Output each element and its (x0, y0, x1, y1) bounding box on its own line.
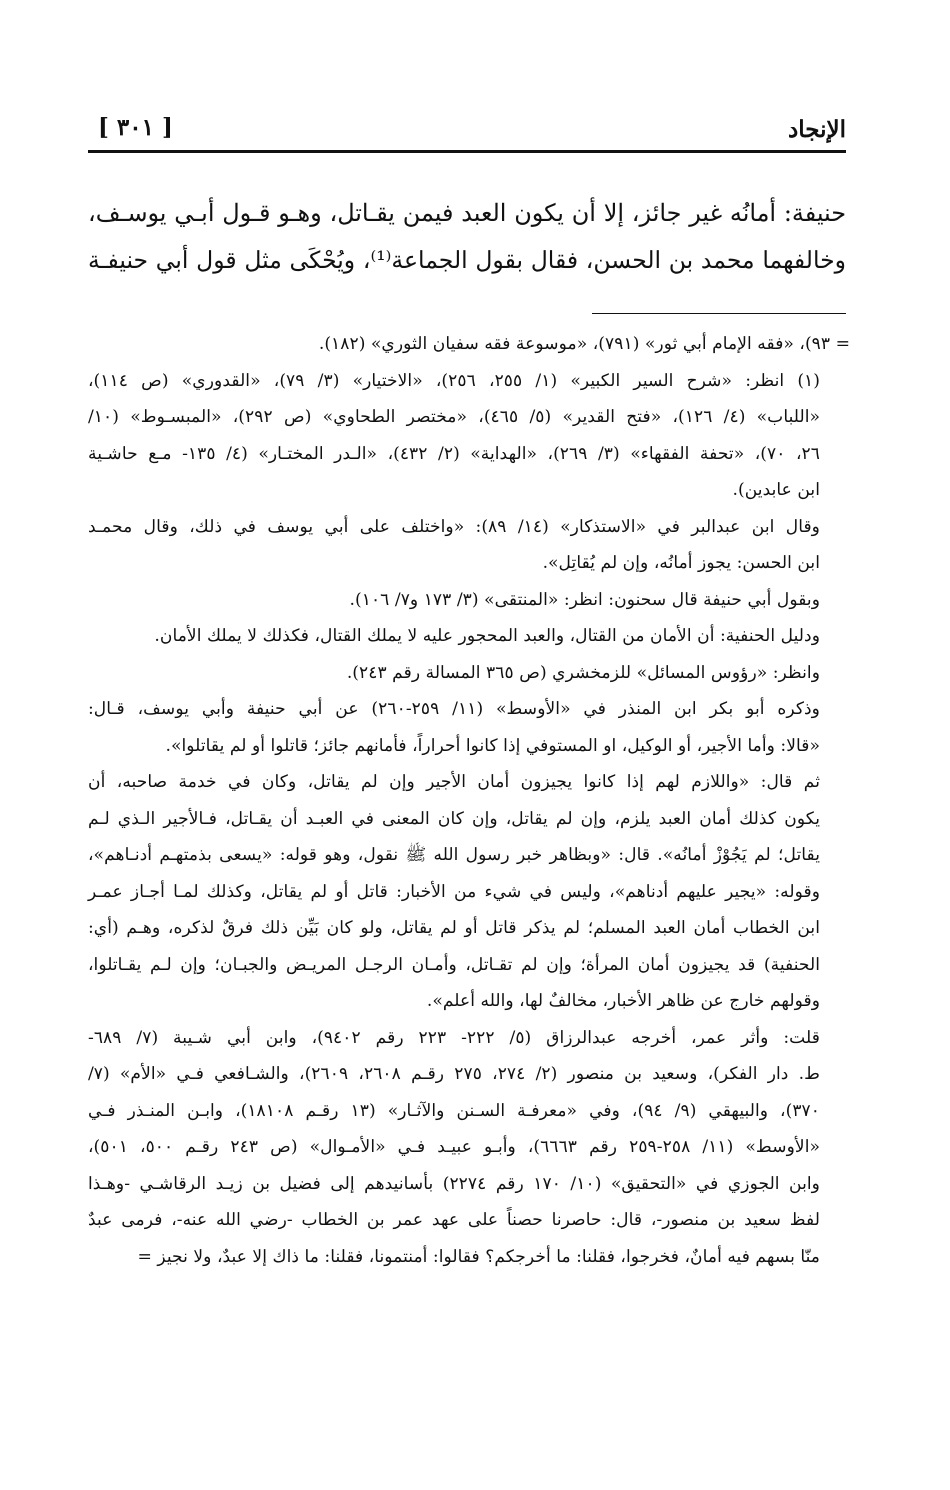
footnote-paragraph (88, 691, 850, 764)
footnote-line: يقاتل؛ لم يَجُوْزْ أمانُه». قال: «وبظاهر خبر رسول الله ﷺ نقول، وهو قوله: «يسعى بذمتهـم أدنـاهم»، (88, 845, 820, 865)
footnote-paragraph (88, 764, 850, 1020)
footnote-line: = ٩٣)، «فقه الإمام أبي ثور» (٧٩١)، «موسوعة فقه سفيان الثوري» (١٨٢). (318, 334, 850, 354)
footnote-line: قلت: وأثر عمر، أخرجه عبدالرزاق (٥/ ٢٢٢- ٢٢٣ رقم ٩٤٠٢)، وابن أبي شـيبة (٧/ ٦٨٩- (88, 1027, 820, 1048)
page-number: [ ٣٠١ ] (98, 114, 173, 141)
footnote-line: ط. دار الفكر)، وسعيد بن منصور (٢/ ٢٧٤، ٢٧٥ رقـم ٢٦٠٨، ٢٦٠٩)، والشـافعي فـي «الأم» (٧/ (88, 1064, 820, 1084)
footnote-paragraph (88, 618, 850, 655)
footnote-line: «الأوسط» (١١/ ٢٥٨-٢٥٩ رقم ٦٦٦٣)، وأبـو عبيـد فـي «الأمـوال» (ص ٢٤٣ رقـم ٥٠٠، ٥٠١)، (88, 1137, 821, 1157)
footnote-line: «قالا: وأما الأجير، أو الوكيل، او المستوفي إذا كانوا أحراراً، فأمانهم جائز؛ قاتلوا أو لم يقاتلوا». (165, 735, 820, 756)
footnote-line: وقال ابن عبدالبر في «الاستذكار» (١٤/ ٨٩): «واختلف على أبي يوسف في ذلك، وقال محمـد (88, 516, 820, 537)
page-header (88, 112, 846, 152)
footnote-line: ٢٦، ٧٠)، «تحفة الفقهاء» (٣/ ٢٦٩)، «الهداية» (٢/ ٤٣٢)، «الـدر المختـار» (٤/ ١٣٥- مـع حاشـية (88, 443, 820, 464)
footnote-line: وذكره أبو بكر ابن المنذر في «الأوسط» (١١/ ٢٥٩-٢٦٠) عن أبي حنيفة وأبي يوسف، قـال: (88, 699, 820, 719)
footnote-paragraph (88, 326, 850, 363)
footnote-line: ثم قال: «واللازم لهم إذا كانوا يجيزون أمان الأجير وإن لم يقاتل، وكان في خدمة صاحبه، أن (88, 772, 820, 792)
footnote-line: لفظ سعيد بن منصور-، قال: حاصرنا حصناً على عهد عمر بن الخطاب -رضي الله عنه-، فرمى عبدٌ (88, 1210, 820, 1230)
footnote-paragraph (88, 582, 850, 619)
footnote-line: (١) انظر: «شرح السير الكبير» (١/ ٢٥٥، ٢٥٦)، «الاختيار» (٣/ ٧٩)، «القدوري» (ص ١١٤)، (88, 370, 820, 391)
footnote-line: ابن الحسن: يجوز أمانُه، وإن لم يُقاتِل». (542, 553, 820, 573)
footnote-line: يكون كذلك أمان العبد يلزم، وإن لم يقاتل، وإن كان المعنى في العبـد أن يقـاتل، فـالأجير الـذي لـم (88, 808, 820, 829)
footnote-line: وقوله: «يجير عليهم أدناهم»، وليس في شيء من الأخبار: قاتل أو لم يقاتل، وكذلك لمـا أجـاز عمـر (88, 881, 820, 902)
footnote-line: وقولهم خارج عن ظاهر الأخبار، مخالفٌ لها، والله أعلم». (426, 991, 820, 1011)
main-text-line: حنيفة: أمانُه غير جائز، إلا أن يكون العبد فيمن يقـاتل، وهـو قـول أبـي يوسـف، (88, 199, 846, 227)
footnote-line: منّا بسهم فيه أمانٌ، فخرجوا، فقلنا: ما أخرجكم؟ فقالوا: أمنتمونا، فقلنا: ما ذاك إلا عبدٌ، ولا نجيز = (137, 1246, 820, 1267)
footnote-line: الحنفية) قد يجيزون أمان المرأة؛ وإن لم تقـاتل، وأمـان الرجـل المريـض والجبـان؛ وإن لـم يقـاتلوا، (88, 954, 820, 975)
footnote-paragraph (88, 363, 850, 509)
footnote-line: ابن الخطاب أمان العبد المسلم؛ لم يذكر قاتل أو لم يقاتل، ولو كان بَيِّن ذلك فرقٌ لذكره، وهـم (أي: (88, 918, 820, 938)
header-rule (88, 150, 846, 153)
footnote-line: ابن عابدين). (732, 480, 820, 500)
footnote-line: وابن الجوزي في «التحقيق» (١٠/ ١٧٠ رقم ٢٢٧٤) بأسانيدهم إلى فضيل بن زيـد الرقاشـي -وهـذا (88, 1173, 820, 1194)
footnote-paragraph (88, 655, 850, 692)
footnote-line: وبقول أبي حنيفة قال سحنون: انظر: «المنتقى» (٣/ ١٧٣ و٧/ ١٠٦). (349, 589, 820, 610)
footnote-line: ٣٧٠)، والبيهقي (٩/ ٩٤)، وفي «معرفـة السـنن والآثـار» (١٣ رقـم ١٨١٠٨)، وابـن المنـذر فـي (88, 1100, 821, 1121)
footnote-paragraph (88, 509, 850, 582)
footnotes (88, 326, 850, 1275)
main-text (88, 190, 846, 284)
footnote-line: «اللباب» (٤/ ١٢٦)، «فتح القدير» (٥/ ٤٦٥)، «مختصر الطحاوي» (ص ٢٩٢)، «المبسـوط» (١٠/ (88, 407, 821, 427)
running-title: الإنجاد (787, 116, 846, 143)
footnote-line: ودليل الحنفية: أن الأمان من القتال، والعبد المحجور عليه لا يملك القتال، فكذلك لا يملك الأمان. (154, 626, 820, 646)
footnote-separator (592, 313, 846, 314)
main-text-line: وخالفهما محمد بن الحسن، فقال بقول الجماعة⁽¹⁾، ويُحْكَى مثل قول أبي حنيفـة (88, 246, 846, 274)
footnote-line: وانظر: «رؤوس المسائل» للزمخشري (ص ٣٦٥ المسالة رقم ٢٤٣). (346, 662, 820, 683)
footnote-paragraph (88, 1020, 850, 1276)
